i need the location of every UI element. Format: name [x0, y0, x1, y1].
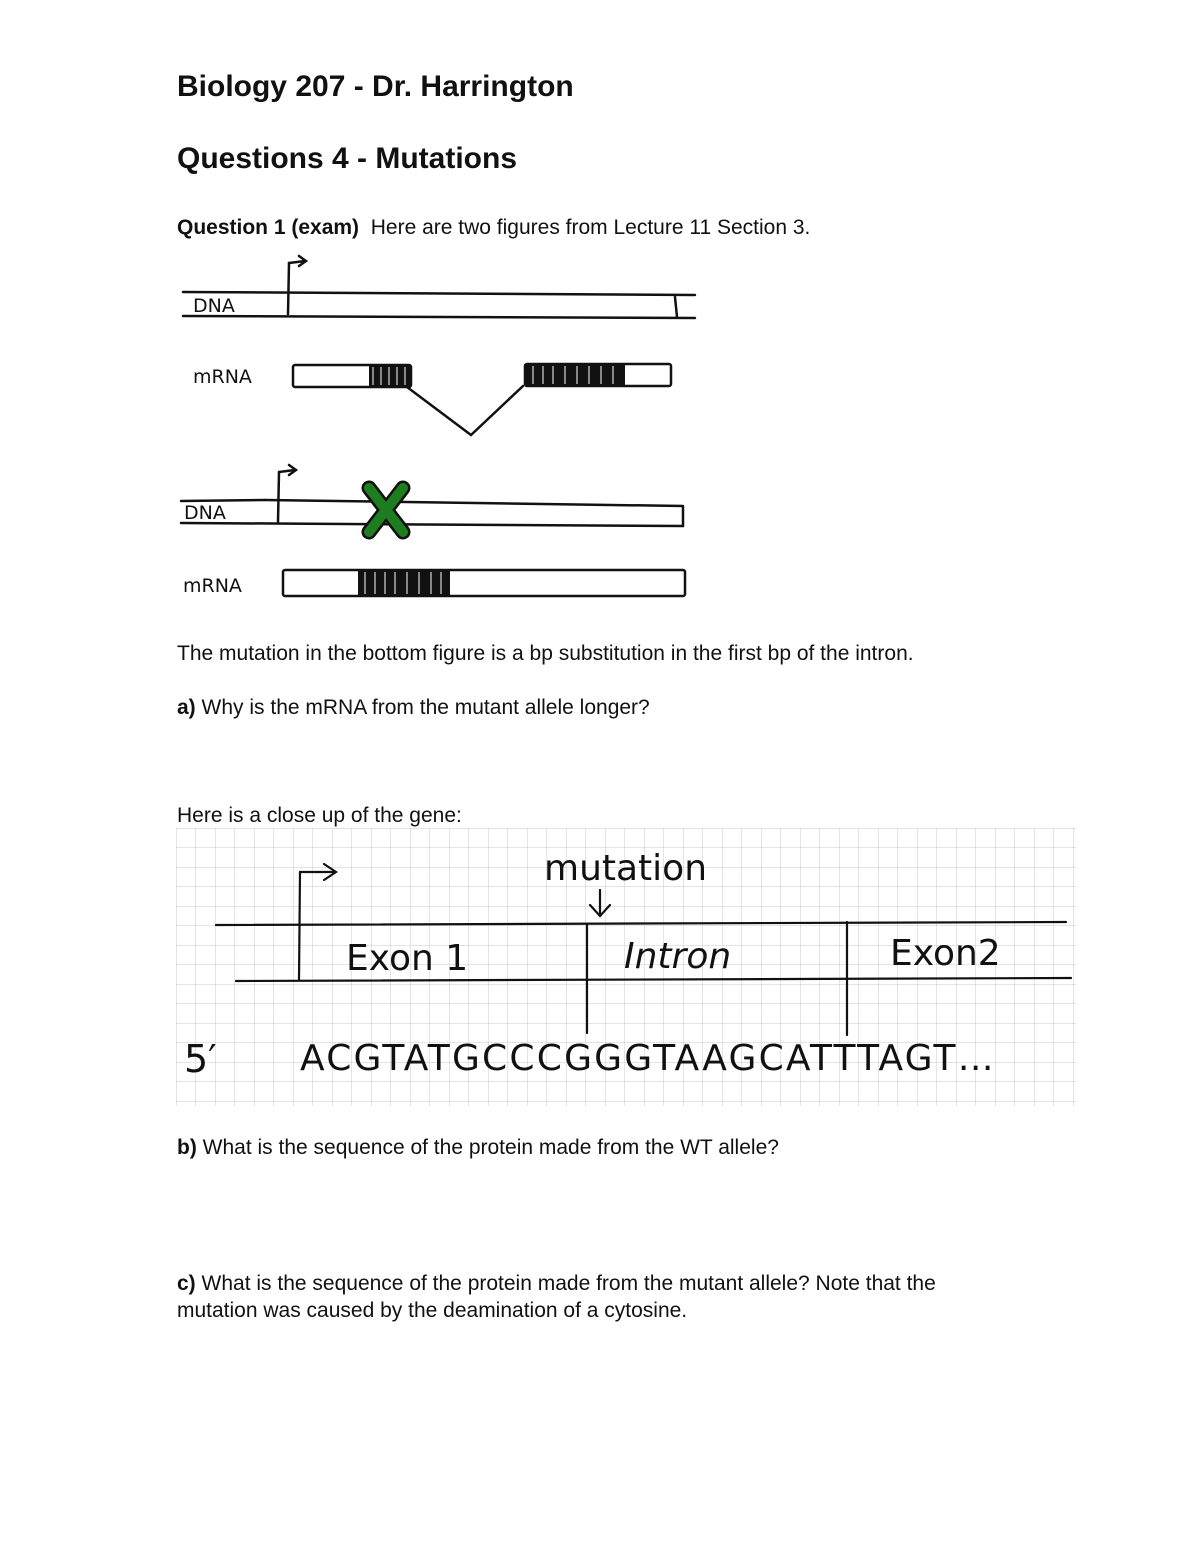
question-a: [177, 694, 650, 721]
question-c-text-line1: What is the sequence of the protein made from the mutant allele? Note that the: [201, 1272, 936, 1295]
mutation-statement: The mutation in the bottom figure is a bp substitution in the first bp of the intron.: [177, 642, 914, 665]
dna-bottom-strand: [183, 316, 695, 318]
question-b: [177, 1134, 779, 1161]
five-prime-label: 5′: [184, 1037, 217, 1081]
promoter-stem: [299, 872, 300, 980]
mrna-label: mRNA: [183, 575, 242, 597]
question-1-intro: [177, 214, 810, 241]
question-a-label: a): [177, 696, 196, 719]
exon1-label: Exon 1: [346, 938, 469, 979]
figure-mutant: [175, 458, 710, 608]
dna-bottom-strand: [181, 523, 683, 526]
intron-label: Intron: [624, 936, 732, 977]
course-title: Biology 207 - Dr. Harrington: [177, 70, 574, 103]
question-c-text-line2: mutation was caused by the deamination of a cytosine.: [177, 1299, 688, 1322]
mutation-label: mutation: [544, 848, 708, 889]
closeup-intro: Here is a close up of the gene:: [177, 804, 462, 827]
splice-line: [407, 386, 523, 435]
dna-label: DNA: [184, 502, 226, 524]
coding-region-exon2: [525, 365, 625, 385]
question-c-label: c): [177, 1272, 196, 1295]
question-label: Question 1 (exam): [177, 216, 360, 239]
gene-closeup-figure: [176, 828, 1076, 1106]
coding-region-mutant: [358, 571, 450, 595]
question-a-text: Why is the mRNA from the mutant allele longer?: [201, 696, 650, 719]
exon2-label: Exon2: [890, 933, 1001, 974]
page-title: Questions 4 - Mutations: [177, 142, 518, 175]
question-c: [177, 1270, 1077, 1324]
question-b-label: b): [177, 1136, 197, 1159]
promoter-stem: [288, 263, 289, 314]
promoter-stem: [278, 472, 279, 522]
mrna-mutant-box: [283, 570, 685, 596]
dna-top-strand: [183, 292, 695, 295]
question-b-text: What is the sequence of the protein made from the WT allele?: [202, 1136, 779, 1159]
dna-top-strand: [265, 500, 683, 506]
dna-label: DNA: [193, 295, 235, 317]
mrna-label: mRNA: [193, 366, 252, 388]
question-intro-text: Here are two figures from Lecture 11 Section 3.: [370, 216, 811, 239]
figure-wildtype: [175, 250, 710, 445]
dna-end-mark: [675, 297, 677, 317]
dna-sequence: ACGTATGCCCGGGTAAGCATTTAGT…: [300, 1038, 996, 1079]
